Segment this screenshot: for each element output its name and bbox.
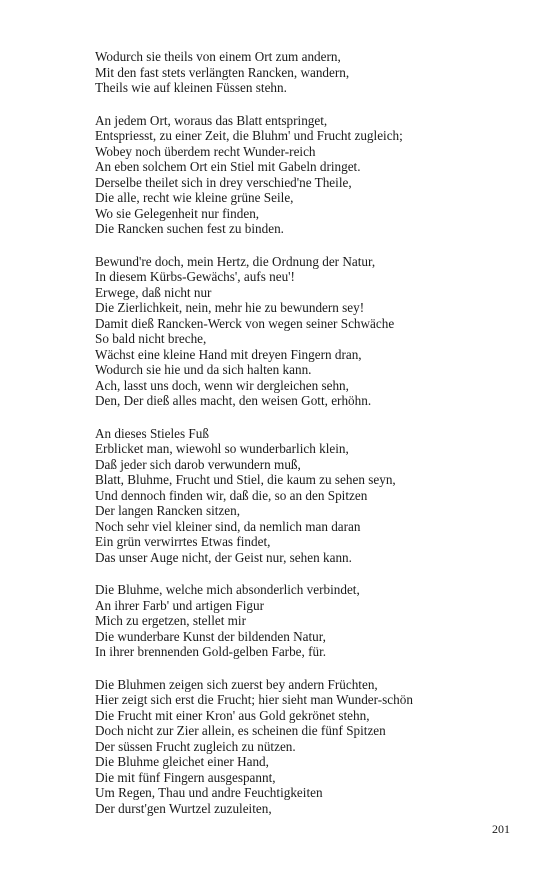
- poem-line: Die alle, recht wie kleine grüne Seile,: [95, 190, 294, 205]
- poem-line: An eben solchem Ort ein Stiel mit Gabeln dringet.: [95, 159, 361, 174]
- poem-line: Die Frucht mit einer Kron' aus Gold gekrönet stehn,: [95, 707, 370, 723]
- poem-line: Wo sie Gelegenheit nur finden,: [95, 205, 260, 221]
- poem-line: Die mit fünf Fingern ausgespannt,: [95, 769, 276, 785]
- poem-text: [95, 49, 525, 833]
- poem-line: Noch sehr viel kleiner sind, da nemlich man daran: [95, 518, 361, 534]
- stanza: [95, 677, 525, 817]
- poem-line: Wobey noch überdem recht Wunder-reich: [95, 143, 316, 159]
- poem-line: Die Zierlichkeit, nein, mehr hie zu bewundern sey!: [95, 300, 365, 315]
- poem-line: Um Regen, Thau und andre Feuchtigkeiten: [95, 785, 323, 800]
- stanza: [95, 582, 525, 660]
- poem-line: Die Bluhme, welche mich absonderlich verbindet,: [95, 582, 360, 597]
- poem-line: Erblicket man, wiewohl so wunderbarlich klein,: [95, 441, 349, 456]
- poem-line: Daß jeder sich darob verwundern muß,: [95, 456, 301, 472]
- poem-line: An ihrer Farb' und artigen Figur: [95, 597, 265, 613]
- stanza: [95, 113, 525, 237]
- poem-line: Wodurch sie theils von einem Ort zum andern,: [95, 49, 341, 64]
- poem-line: Erwege, daß nicht nur: [95, 284, 212, 300]
- poem-line: Der durst'gen Wurtzel zuzuleiten,: [95, 800, 272, 816]
- poem-line: Die wunderbare Kunst der bildenden Natur,: [95, 628, 326, 644]
- poem-line: Der süssen Frucht zugleich zu nützen.: [95, 738, 296, 754]
- poem-line: Wodurch sie hie und da sich halten kann.: [95, 362, 312, 377]
- poem-line: Die Bluhme gleichet einer Hand,: [95, 754, 269, 769]
- poem-line: Der langen Rancken sitzen,: [95, 503, 241, 518]
- poem-line: In diesem Kürbs-Gewächs', aufs neu'!: [95, 269, 295, 284]
- poem-line: Wächst eine kleine Hand mit dreyen Fingern dran,: [95, 346, 362, 362]
- stanza: [95, 49, 525, 96]
- poem-line: So bald nicht breche,: [95, 331, 207, 346]
- poem-line: Ein grün verwirrtes Etwas findet,: [95, 534, 271, 549]
- poem-line: Die Bluhmen zeigen sich zuerst bey andern Früchten,: [95, 676, 378, 692]
- poem-line: Das unser Auge nicht, der Geist nur, sehen kann.: [95, 549, 352, 565]
- poem-line: Und dennoch finden wir, daß die, so an den Spitzen: [95, 487, 368, 503]
- poem-line: Derselbe theilet sich in drey verschied'ne Theile,: [95, 174, 352, 190]
- poem-line: Mit den fast stets verlängten Rancken, wandern,: [95, 64, 350, 80]
- poem-line: Doch nicht zur Zier allein, es scheinen die fünf Spitzen: [95, 723, 386, 738]
- poem-line: Mich zu ergetzen, stellet mir: [95, 613, 246, 628]
- stanza: [95, 426, 525, 566]
- poem-line: Hier zeigt sich erst die Frucht; hier sieht man Wunder-schön: [95, 692, 413, 707]
- poem-line: Theils wie auf kleinen Füssen stehn.: [95, 80, 287, 95]
- poem-line: Damit dieß Rancken-Werck von wegen seiner Schwäche: [95, 315, 395, 331]
- poem-line: An jedem Ort, woraus das Blatt entspringet,: [95, 112, 328, 128]
- poem-line: Die Rancken suchen fest zu binden.: [95, 221, 284, 236]
- poem-line: Bewund're doch, mein Hertz, die Ordnung der Natur,: [95, 253, 376, 269]
- poem-line: In ihrer brennenden Gold-gelben Farbe, für.: [95, 644, 327, 659]
- poem-line: Blatt, Bluhme, Frucht und Stiel, die kaum zu sehen seyn,: [95, 472, 396, 487]
- stanza: [95, 254, 525, 409]
- poem-line: Entspriesst, zu einer Zeit, die Bluhm' und Frucht zugleich;: [95, 128, 403, 143]
- poem-line: An dieses Stieles Fuß: [95, 425, 209, 441]
- poem-line: Den, Der dieß alles macht, den weisen Gott, erhöhn.: [95, 393, 372, 408]
- poem-line: Ach, lasst uns doch, wenn wir dergleichen sehn,: [95, 377, 349, 393]
- page-number: 201: [492, 822, 510, 836]
